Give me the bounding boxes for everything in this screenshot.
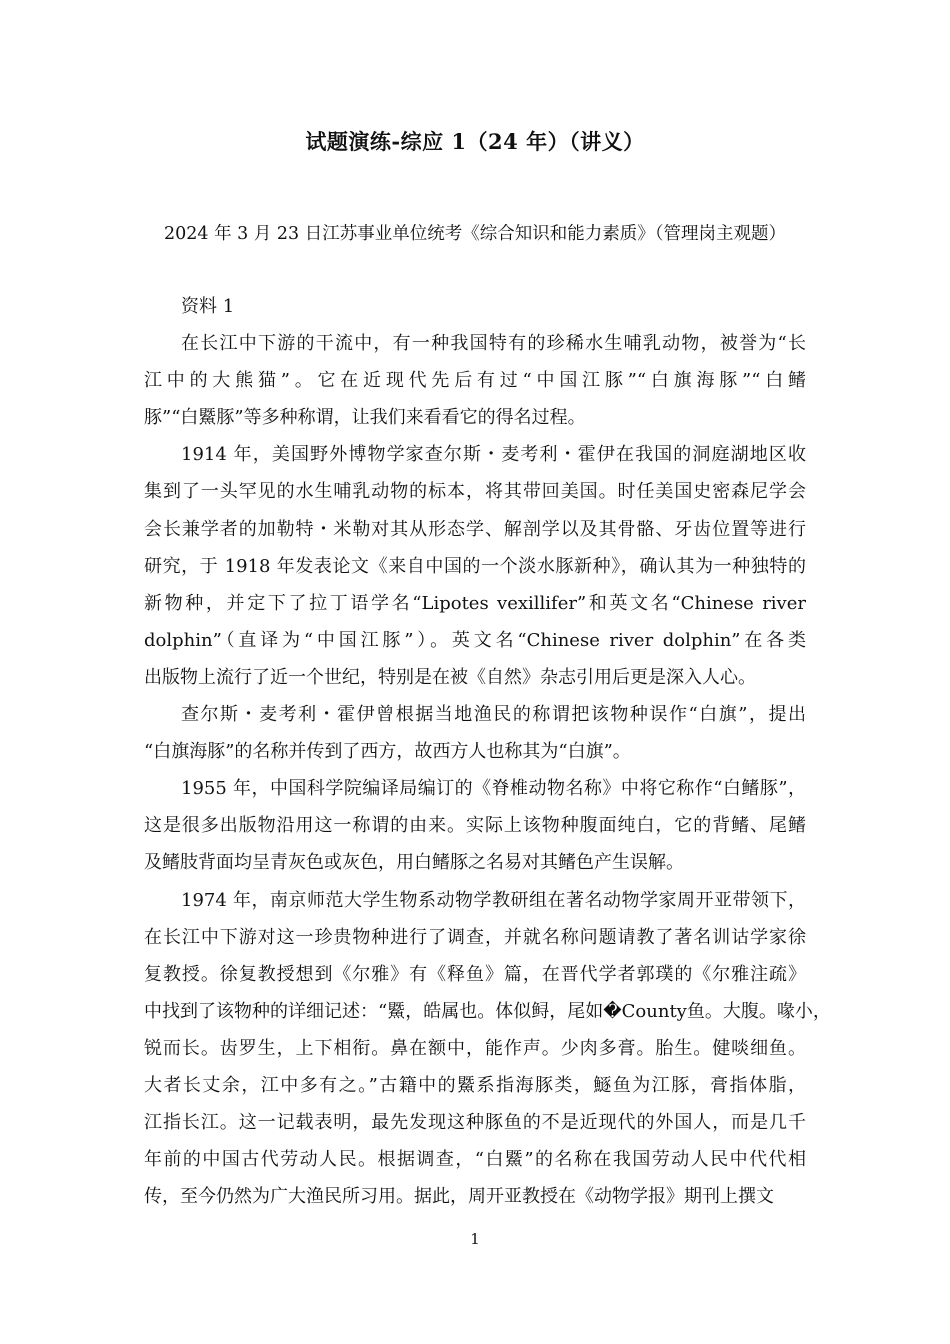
text-line: 豚”“白鱀豚”等多种称谓，让我们来看看它的得名过程。 <box>144 407 586 429</box>
text-line: 查尔斯・麦考利・霍伊曾根据当地渔民的称谓把该物种误作“白旗”，提出 <box>181 704 806 726</box>
text-line: 在长江中下游的干流中，有一种我国特有的珍稀水生哺乳动物，被誉为“长 <box>181 333 806 355</box>
text-line: 会长兼学者的加勒特・米勒对其从形态学、解剖学以及其骨骼、牙齿位置等进行 <box>144 518 806 540</box>
text-line: “白旗海豚”的名称并传到了西方，故西方人也称其为“白旗”。 <box>144 741 631 763</box>
paragraph <box>144 442 806 702</box>
paragraph <box>144 331 806 442</box>
text-line: 这是很多出版物沿用这一称谓的由来。实际上该物种腹面纯白，它的背鳍、尾鳍 <box>144 815 806 837</box>
text-line: 集到了一头罕见的水生哺乳动物的标本，将其带回美国。时任美国史密森尼学会 <box>144 481 806 503</box>
text-line: 及鳍肢背面均呈青灰色或灰色，用白鳍豚之名易对其鳍色产生误解。 <box>144 852 684 874</box>
text-line: 资料 1 <box>181 296 235 317</box>
text-line: 年前的中国古代劳动人民。根据调查，“白鱀”的名称在我国劳动人民中代代相 <box>144 1149 806 1171</box>
text-line: 1914 年，美国野外博物学家查尔斯・麦考利・霍伊在我国的洞庭湖地区收 <box>181 444 806 466</box>
text-line: 江中的大熊猫”。它在近现代先后有过“中国江豚”“白旗海豚”“白鳍 <box>144 370 806 392</box>
text-line: dolphin”（直译为“中国江豚”）。英文名“Chinese river dolphin”在各类 <box>144 629 806 651</box>
text-line: 出版物上流行了近一个世纪，特别是在被《自然》杂志引用后更是深入人心。 <box>144 666 756 688</box>
paragraph <box>144 888 831 1222</box>
paragraph <box>144 702 806 776</box>
document-title: 试题演练-综应 1（24 年）（讲义） <box>305 129 645 154</box>
text-line: 1955 年，中国科学院编译局编订的《脊椎动物名称》中将它称作“白鳍豚”， <box>181 778 806 800</box>
text-line: 新物种，并定下了拉丁语学名“Lipotes vexillifer”和英文名“Chinese river <box>144 592 806 614</box>
text-line: 在长江中下游对这一珍贵物种进行了调查，并就名称问题请教了著名训诂学家徐 <box>144 926 806 948</box>
section-heading <box>144 294 806 331</box>
text-line: 传，至今仍然为广大渔民所习用。据此，周开亚教授在《动物学报》期刊上撰文 <box>144 1186 774 1208</box>
text-line: 江指长江。这一记载表明，最先发现这种豚鱼的不是近现代的外国人，而是几千 <box>144 1112 806 1134</box>
paragraph <box>144 776 806 887</box>
text-line: 中找到了该物种的详细记述：“鱀，皓属也。体似鲟，尾如�County鱼。大腹。喙小， <box>144 1000 831 1022</box>
text-line: 研究，于 1918 年发表论文《来自中国的一个淡水豚新种》，确认其为一种独特的 <box>144 555 806 577</box>
page-number: 1 <box>470 1230 480 1248</box>
document-body <box>144 294 831 1221</box>
text-line: 锐而长。齿罗生，上下相衔。鼻在额中，能作声。少肉多膏。胎生。健啖细鱼。 <box>144 1037 806 1059</box>
document-subtitle: 2024 年 3 月 23 日江苏事业单位统考《综合知识和能力素质》（管理岗主观题） <box>164 224 786 244</box>
text-line: 大者长丈余，江中多有之。”古籍中的鱀系指海豚类，鱁鱼为江豚，膏指体脂， <box>144 1074 806 1096</box>
text-line: 复教授。徐复教授想到《尔雅》有《释鱼》篇，在晋代学者郭璞的《尔雅注疏》 <box>144 963 806 985</box>
text-line: 1974 年，南京师范大学生物系动物学教研组在著名动物学家周开亚带领下， <box>181 889 806 911</box>
